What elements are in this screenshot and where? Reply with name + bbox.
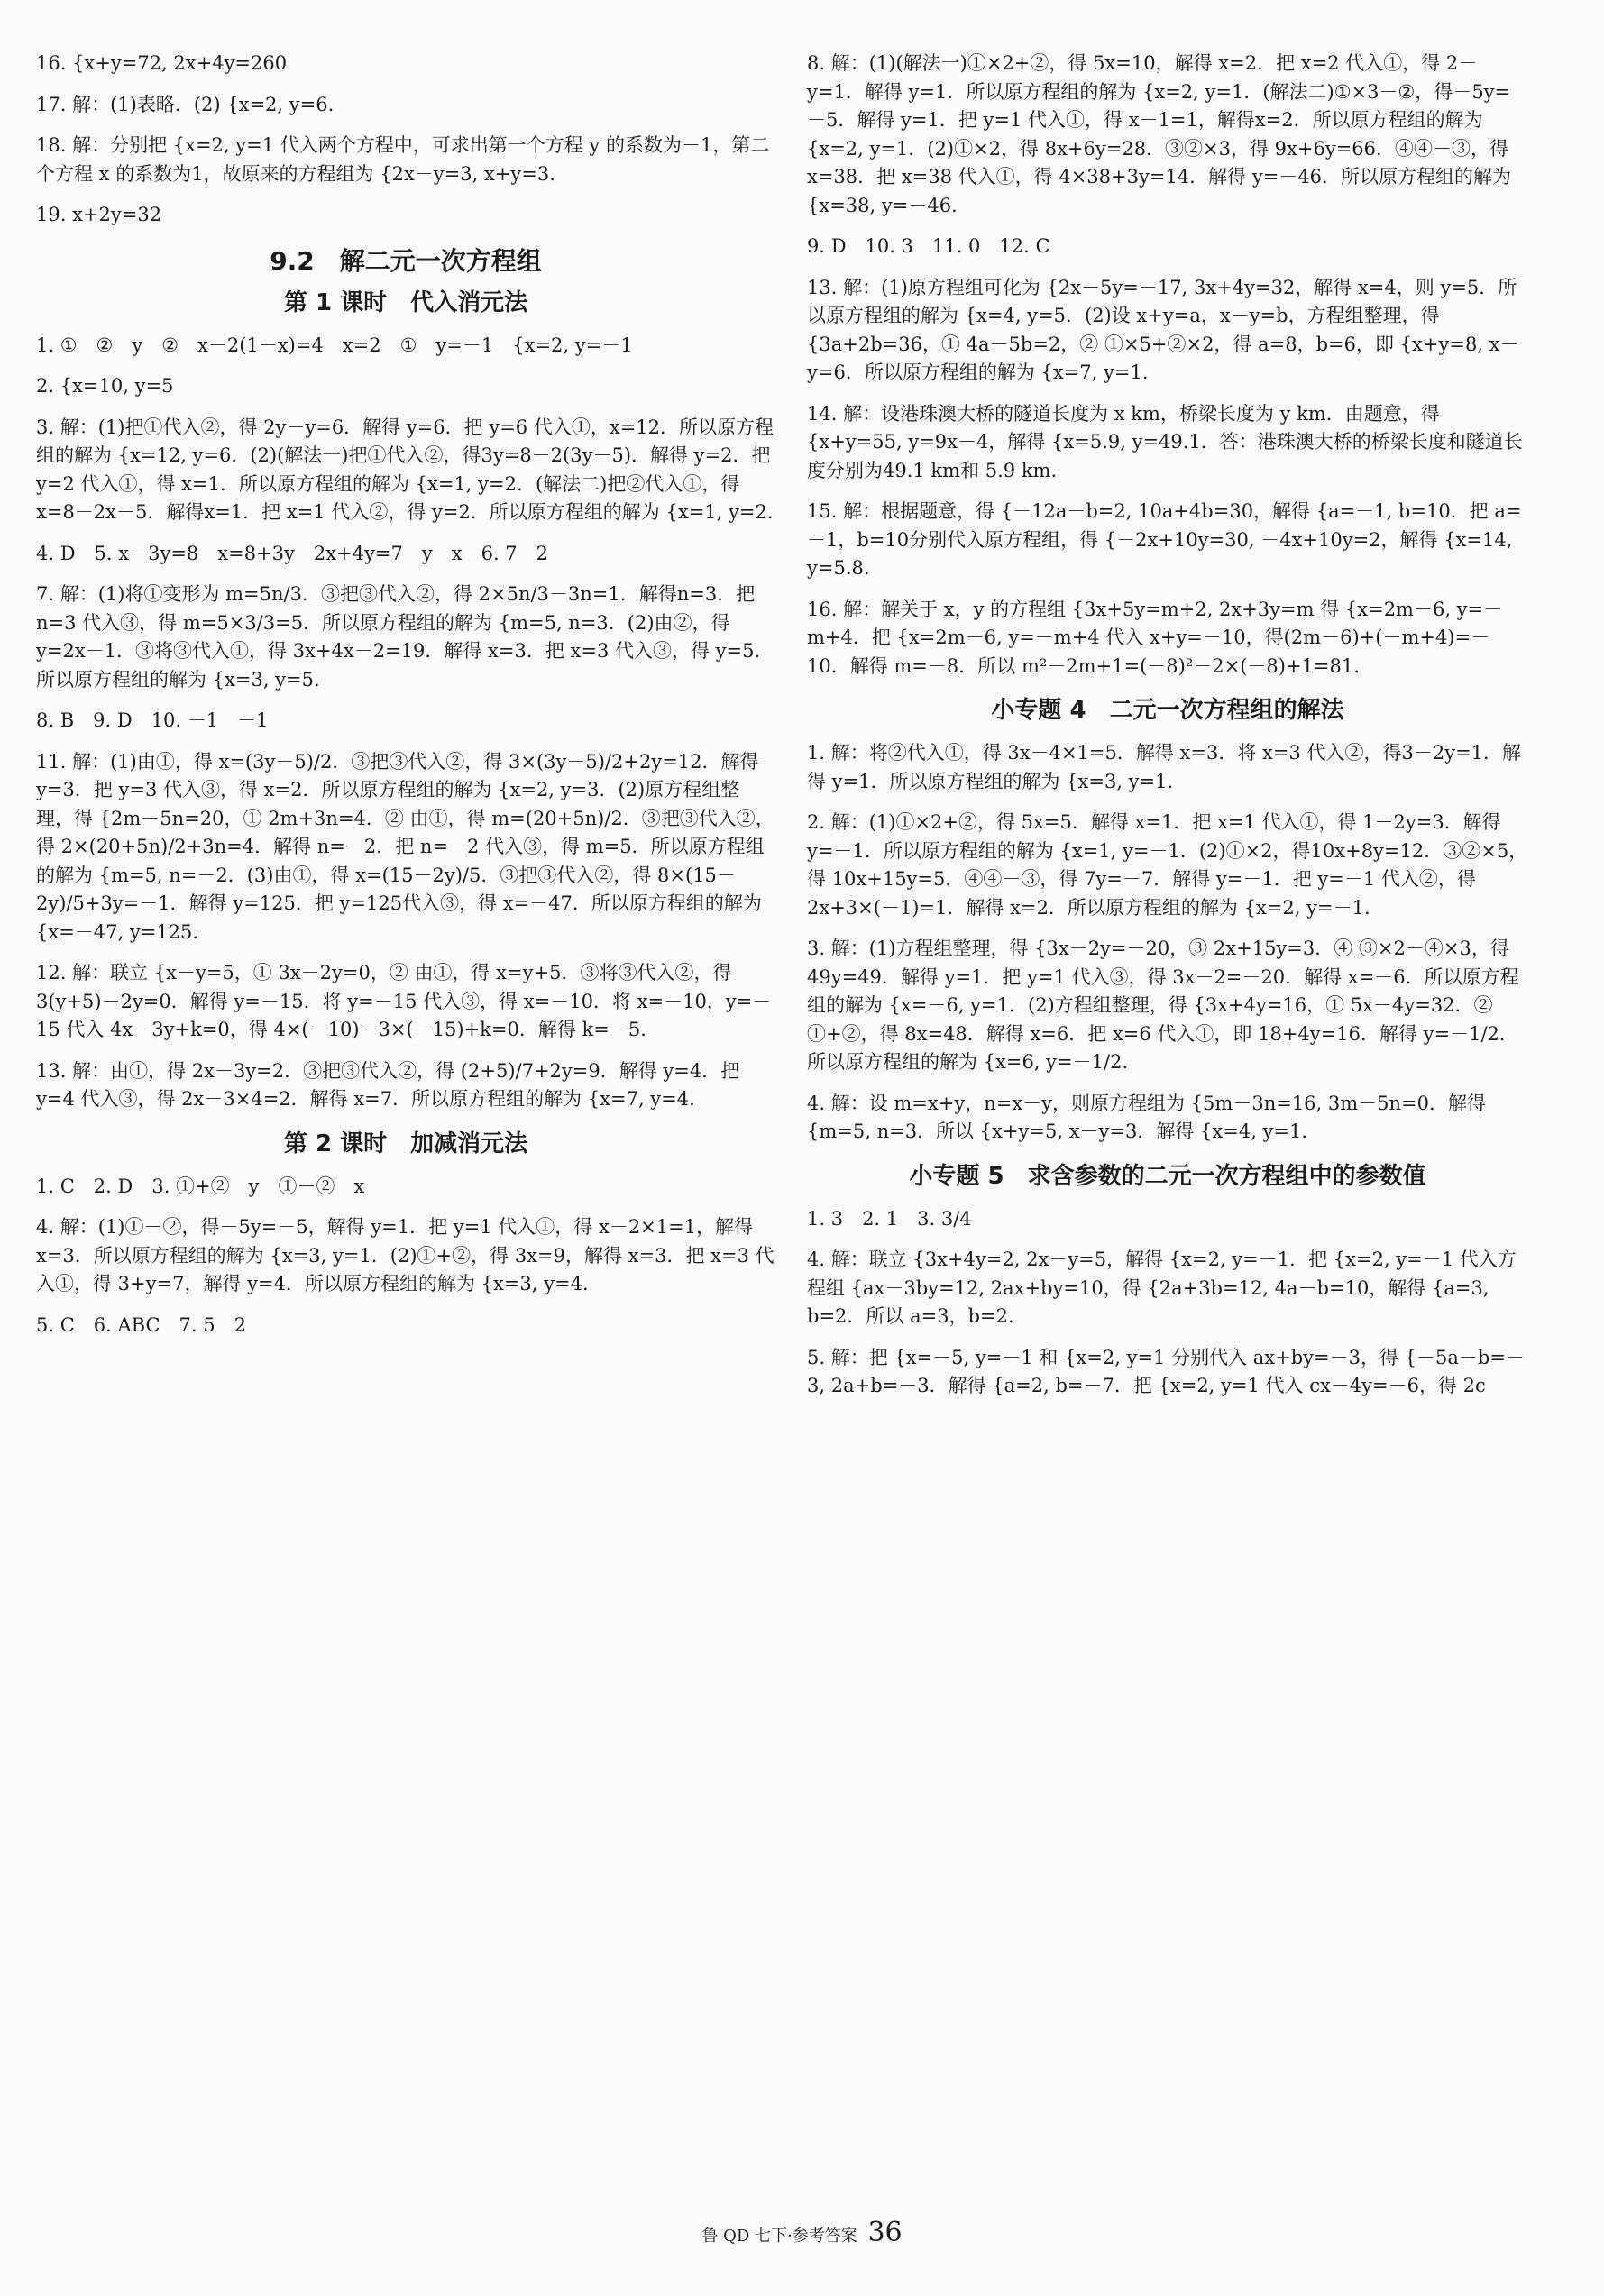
subsection-title: 第 2 课时 加减消元法 <box>283 1130 528 1157</box>
answer-item: 18. 解：分别把 {x=2, y=1 代入两个方程中，可求出第一个方程 y 的系数为－1，第二个方程 x 的系数为1，故原来的方程组为 {2x－y=3, x+y=3. <box>36 134 770 185</box>
page-footer <box>0 2212 1604 2253</box>
subsection-title: 第 1 课时 代入消元法 <box>283 288 528 316</box>
answer-item: 14. 解：设港珠澳大桥的隧道长度为 x km，桥梁长度为 y km．由题意，得 {x+y=55, y=9x－4，解得 {x=5.9, y=49.1．答：港珠澳大桥的桥梁长度和隧道长度分别为49.1 km和 5.9 km. <box>807 402 1523 481</box>
answer-item: 13. 解：由①，得 2x－3y=2．③把③代入②，得 (2+5)/7+2y=9．解得 y=4．把 y=4 代入③，得 2x－3×4=2．解得 x=7．所以原方程组的解为 {x=7, y=4. <box>36 1059 740 1110</box>
section-title: 9.2 解二元一次方程组 <box>270 245 542 276</box>
answer-item: 13. 解：(1)原方程组可化为 {2x－5y=－17, 3x+4y=32，解得 x=4，则 y=5．所以原方程组的解为 {x=4, y=5．(2)设 x+y=a，x－y=b，方程组整理，得 {3a+2b=36，① 4a－5b=2，② ①×5+②×2，得 a=8，b=6，即 {x+y=8, x－y=6．所以原方程组的解为 {x=7, y=1. <box>807 276 1519 383</box>
answer-item: 16. {x+y=72, 2x+4y=260 <box>36 52 288 74</box>
answer-item: 4. 解：(1)①－②，得－5y=－5，解得 y=1．把 y=1 代入①，得 x－2×1=1，解得 x=3．所以原方程组的解为 {x=3, y=1．(2)①+②，得 3x=9，解得 x=3．把 x=3 代入①，得 3+y=7，解得 y=4．所以原方程组的解为 {x=3, y=4. <box>36 1216 775 1294</box>
answer-item: 1. ① ② y ② x－2(1－x)=4 x=2 ① y=－1 {x=2, y=－1 <box>36 334 633 356</box>
answer-item: 16. 解：解关于 x，y 的方程组 {3x+5y=m+2, 2x+3y=m 得 {x=2m－6, y=－m+4．把 {x=2m－6, y=－m+4 代入 x+y=－10，得(2m－6)+(－m+4)=－10．解得 m=－8．所以 m²－2m+1=(－8)²－2×(－8)+1=81. <box>807 598 1503 677</box>
right-column <box>807 50 1528 1413</box>
answer-item: 4. 解：联立 {3x+4y=2, 2x－y=5，解得 {x=2, y=－1．把 {x=2, y=－1 代入方程组 {ax－3by=12, 2ax+by=10，得 {2a+3b=12, 4a－b=10，解得 {a=3, b=2．所以 a=3，b=2. <box>807 1249 1517 1327</box>
answer-item: 1. 3 2. 1 3. 3/4 <box>807 1207 972 1230</box>
answer-item: 17. 解：(1)表略．(2) {x=2, y=6. <box>36 93 335 115</box>
answer-item: 1. 解：将②代入①，得 3x－4×1=5．解得 x=3．将 x=3 代入②，得3－2y=1．解得 y=1．所以原方程组的解为 {x=3, y=1. <box>807 742 1522 792</box>
answer-item: 5. 解：把 {x=－5, y=－1 和 {x=2, y=1 分别代入 ax+by=－3，得 {－5a－b=－3, 2a+b=－3．解得 {a=2, b=－7．把 {x=2, y=1 代入 cx－4y=－6，得 2c <box>807 1346 1525 1396</box>
answer-item: 2. 解：(1)①×2+②，得 5x=5．解得 x=1．把 x=1 代入①，得 1－2y=3．解得 y=－1．所以原方程组的解为 {x=1, y=－1．(2)①×2，得10x+8y=12．③②×5，得 10x+15y=5．④④－③，得 7y=－7．解得 y=－1．把 y=－1 代入②，得 2x+3×(－1)=1．解得 x=2．所以原方程组的解为 {x=2, y=－1. <box>807 811 1528 919</box>
answer-item: 12. 解：联立 {x－y=5，① 3x－2y=0，② 由①，得 x=y+5．③将③代入②，得3(y+5)－2y=0．解得 y=－15．将 y=－15 代入③，得 x=－10．将 x=－10，y=－15 代入 4x－3y+k=0，得 4×(－10)－3×(－15)+k=0．解得 k=－5. <box>36 962 772 1040</box>
answer-item: 8. 解：(1)(解法一)①×2+②，得 5x=10，解得 x=2．把 x=2 代入①，得 2－y=1．解得 y=1．所以原方程组的解为 {x=2, y=1．(解法二)①×3－②，得－5y=－5．解得 y=1．把 y=1 代入①，得 x－1=1，解得x=2．所以原方程组的解为 {x=2, y=1．(2)①×2，得 8x+6y=28．③②×3，得 9x+6y=66．④④－③，得 x=38．把 x=38 代入①，得 4×38+3y=14．解得 y=－46．所以原方程组的解为 {x=38, y=－46. <box>807 52 1512 216</box>
answer-item: 9. D 10. 3 11. 0 12. C <box>807 235 1050 257</box>
subsection-title: 小专题 4 二元一次方程组的解法 <box>991 697 1344 724</box>
answer-item: 5. C 6. ABC 7. 5 2 <box>36 1313 246 1336</box>
answer-item: 19. x+2y=32 <box>36 204 162 225</box>
page-number: 36 <box>867 2217 903 2248</box>
answer-item: 11. 解：(1)由①，得 x=(3y－5)/2．③把③代入②，得 3×(3y－5)/2+2y=12．解得 y=3．把 y=3 代入③，得 x=2．所以原方程组的解为 {x=2, y=3．(2)原方程组整理，得 {2m－5n=20，① 2m+3n=4．② 由①，得 m=(20+5n)/2．③把③代入②，得 2×(20+5n)/2+3n=4．解得 n=－2．把 n=－2 代入③，得 m=5．所以原方程组的解为 {m=5, n=－2．(3)由①，得 x=(15－2y)/5．③把③代入②，得 8×(15－2y)/5+3y=－1．解得 y=125．把 y=125代入③，得 x=－47．所以原方程组的解为 {x=－47, y=125. <box>36 750 775 943</box>
answer-item: 15. 解：根据题意，得 {－12a－b=2, 10a+4b=30，解得 {a=－1, b=10．把 a=－1，b=10分别代入原方程组，得 {－2x+10y=30, －4x+10y=2，解得 {x=14, y=5.8. <box>807 500 1522 579</box>
answer-item: 8. B 9. D 10. －1 －1 <box>36 709 269 731</box>
answer-item: 2. {x=10, y=5 <box>36 375 174 397</box>
answer-item: 1. C 2. D 3. ①+② y ①－② x <box>36 1175 365 1197</box>
answer-item: 4. D 5. x－3y=8 x=8+3y 2x+4y=7 y x 6. 7 2 <box>36 542 549 564</box>
answer-item: 3. 解：(1)把①代入②，得 2y－y=6．解得 y=6．把 y=6 代入①，x=12．所以原方程组的解为 {x=12, y=6．(2)(解法一)把①代入②，得3y=8－2(3y－5)．解得 y=2．把 y=2 代入①，得 x=1．所以原方程组的解为 {x=1, y=2．(解法二)把②代入①，得 x=8－2x－5．解得x=1．把 x=1 代入②，得 y=2．所以原方程组的解为 {x=1, y=2. <box>36 416 775 523</box>
answer-item: 7. 解：(1)将①变形为 m=5n/3．③把③代入②，得 2×5n/3－3n=1．解得n=3．把 n=3 代入③，得 m=5×3/3=5．所以原方程组的解为 {m=5, n=3．(2)由②，得 y=2x－1．③将③代入①，得 3x+4x－2=19．解得 x=3．把 x=3 代入③，得 y=5．所以原方程组的解为 {x=3, y=5. <box>36 583 774 691</box>
subsection-title: 小专题 5 求含参数的二元一次方程组中的参数值 <box>909 1162 1426 1190</box>
answer-item: 4. 解：设 m=x+y，n=x－y，则原方程组为 {5m－3n=16, 3m－5n=0．解得 {m=5, n=3．所以 {x+y=5, x－y=3．解得 {x=4, y=1. <box>807 1092 1487 1142</box>
left-column <box>36 50 775 1352</box>
answer-item: 3. 解：(1)方程组整理，得 {3x－2y=－20，③ 2x+15y=3．④ ③×2－④×3，得 49y=49．解得 y=1．把 y=1 代入③，得 3x－2=－20．解得 x=－6．所以原方程组的解为 {x=－6, y=1．(2)方程组整理，得 {3x+4y=16，① 5x－4y=32．② ①+②，得 8x=48．解得 x=6．把 x=6 代入①，即 18+4y=16．解得 y=－1/2．所以原方程组的解为 {x=6, y=－1/2. <box>807 938 1519 1073</box>
footer-label: 鲁 QD 七下·参考答案 <box>701 2227 857 2246</box>
